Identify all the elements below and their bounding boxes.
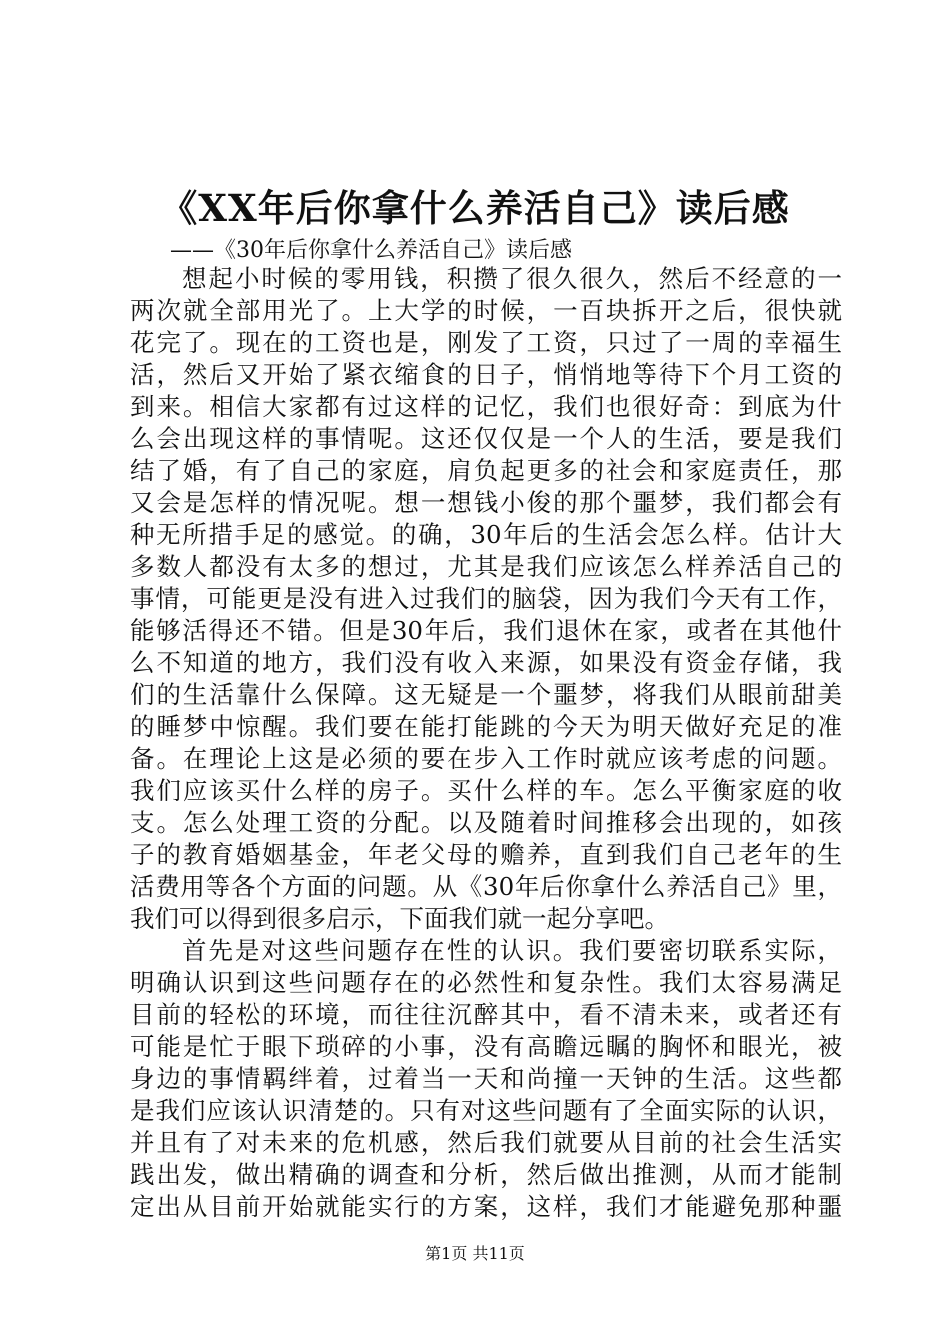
text-line: 事情，可能更是没有进入过我们的脑袋，因为我们今天有工作， [130,584,842,613]
text-line: 多数人都没有太多的想过，尤其是我们应该怎么样养活自己的 [130,552,842,581]
text-line: 支。怎么处理工资的分配。以及随着时间推移会出现的，如孩 [130,808,842,837]
text-line: 我们应该买什么样的房子。买什么样的车。怎么平衡家庭的收 [130,776,842,805]
text-line: 身边的事情羁绊着，过着当一天和尚撞一天钟的生活。这些都 [130,1064,842,1093]
text-line: 到来。相信大家都有过这样的记忆，我们也很好奇：到底为什 [130,392,842,421]
text-line: 可能是忙于眼下琐碎的小事，没有高瞻远瞩的胸怀和眼光，被 [130,1032,842,1061]
text-line: 两次就全部用光了。上大学的时候，一百块拆开之后，很快就 [130,296,842,325]
text-line: 我们可以得到很多启示，下面我们就一起分享吧。 [130,904,669,933]
document-subtitle: ——《30年后你拿什么养活自己》读后感 [170,238,572,263]
text-line: 目前的轻松的环境，而往往沉醉其中，看不清未来，或者还有 [130,1000,842,1029]
text-line: 活，然后又开始了紧衣缩食的日子，悄悄地等待下个月工资的 [130,360,842,389]
text-line: 结了婚，有了自己的家庭，肩负起更多的社会和家庭责任，那 [130,456,842,485]
text-line: 么不知道的地方，我们没有收入来源，如果没有资金存储，我 [130,648,842,677]
text-line: 花完了。现在的工资也是，刚发了工资，只过了一周的幸福生 [130,328,842,357]
text-line: 活费用等各个方面的问题。从《30年后你拿什么养活自己》里， [130,872,842,901]
document-title: 《XX年后你拿什么养活自己》读后感 [160,186,790,230]
text-line: 子的教育婚姻基金，年老父母的赡养，直到我们自己老年的生 [130,840,842,869]
text-line: 们的生活靠什么保障。这无疑是一个噩梦，将我们从眼前甜美 [130,680,842,709]
text-line: 么会出现这样的事情呢。这还仅仅是一个人的生活，要是我们 [130,424,842,453]
text-line: 的睡梦中惊醒。我们要在能打能跳的今天为明天做好充足的准 [130,712,842,741]
text-line: 想起小时候的零用钱，积攒了很久很久，然后不经意的一 [182,264,842,293]
text-line: 备。在理论上这是必须的要在步入工作时就应该考虑的问题。 [130,744,842,773]
text-line: 首先是对这些问题存在性的认识。我们要密切联系实际， [182,936,842,965]
page-footer: 第1页 共11页 [425,1244,525,1263]
text-line: 并且有了对未来的危机感，然后我们就要从目前的社会生活实 [130,1128,842,1157]
text-line: 践出发，做出精确的调查和分析，然后做出推测，从而才能制 [130,1160,842,1189]
text-line: 是我们应该认识清楚的。只有对这些问题有了全面实际的认识， [130,1096,842,1125]
text-line: 明确认识到这些问题存在的必然性和复杂性。我们太容易满足 [130,968,842,997]
text-line: 定出从目前开始就能实行的方案，这样，我们才能避免那种噩 [130,1192,842,1221]
text-line: 种无所措手足的感觉。的确，30年后的生活会怎么样。估计大 [130,520,842,549]
text-line: 又会是怎样的情况呢。想一想钱小俊的那个噩梦，我们都会有 [130,488,842,517]
text-line: 能够活得还不错。但是30年后，我们退休在家，或者在其他什 [130,616,842,645]
